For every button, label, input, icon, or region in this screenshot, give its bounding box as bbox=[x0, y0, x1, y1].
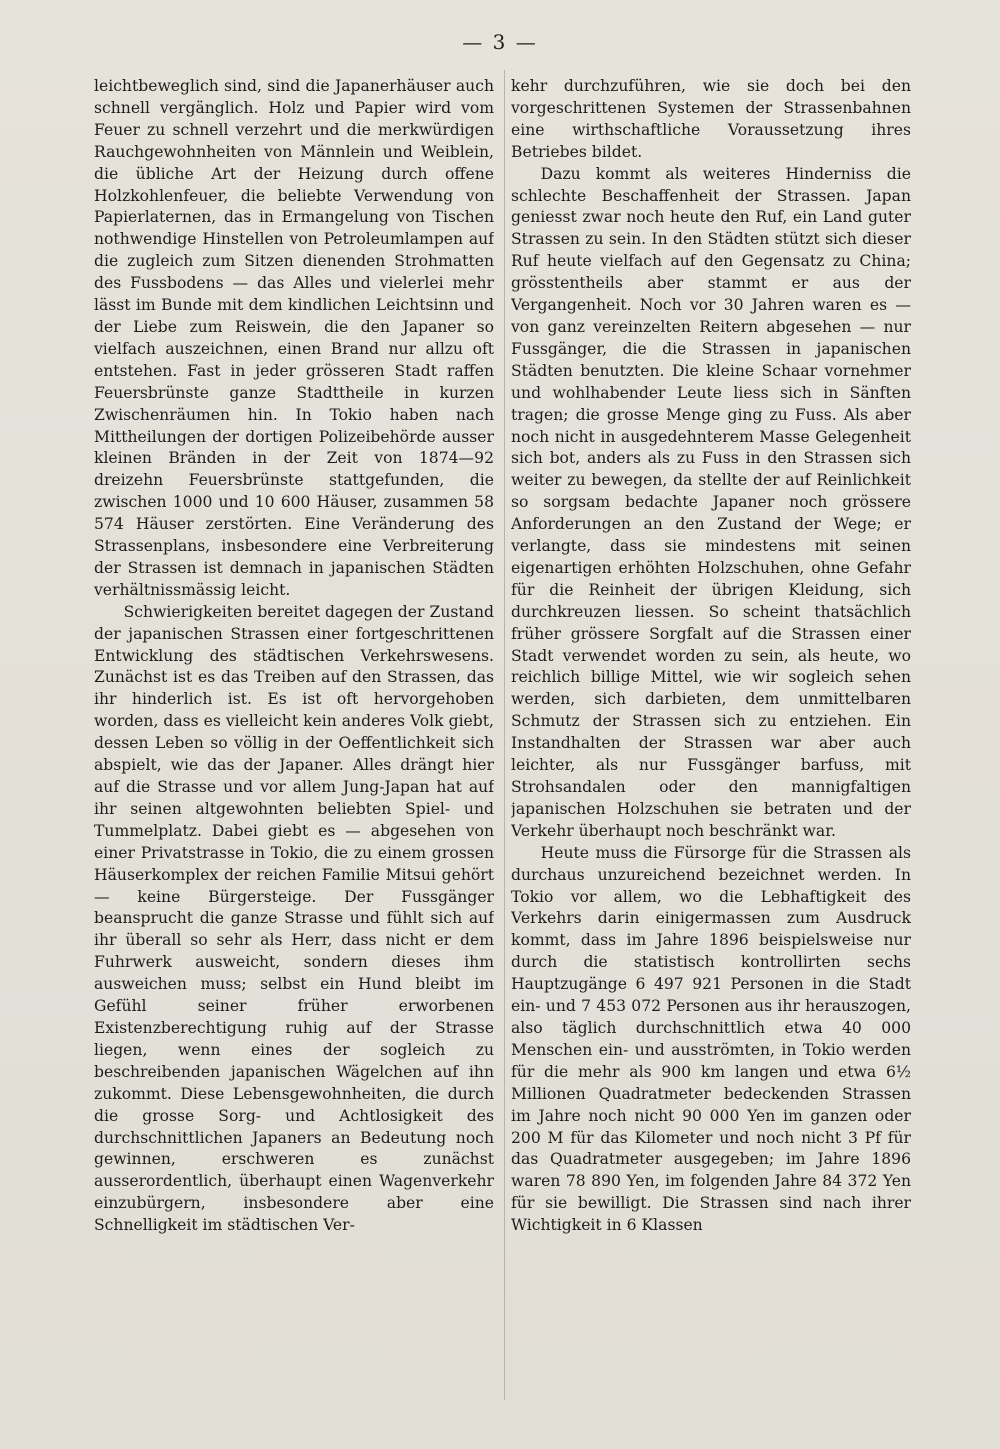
paragraph: Heute muss die Fürsorge für die Strassen als durchaus unzureichend bezeichnet werden. In Tokio vor allem, wo die Lebhaftigkeit des Verkehrs darin einigermassen zum Ausdruck kommt, dass im Jahre 1896 beispielsweise nur durch die statistisch kontrollirten sechs Hauptzugänge 6 497 921 Personen in die Stadt ein- und 7 453 072 Personen aus ihr herauszogen, also täglich durchschnittlich etwa 40 000 Menschen ein- und ausströmten, in Tokio werden für die mehr als 900 km langen und etwa 6½ Millionen Quadratmeter bedeckenden Strassen im Jahre noch nicht 90 000 Yen im ganzen oder 200 M für das Kilometer und noch nicht 3 Pf für das Quadratmeter ausgegeben; im Jahre 1896 waren 78 890 Yen, im folgenden Jahre 84 372 Yen für sie bewilligt. Die Strassen sind nach ihrer Wichtigkeit in 6 Klassen bbox=[511, 843, 911, 1235]
paragraph: Dazu kommt als weiteres Hinderniss die schlechte Beschaffenheit der Strassen. Japan geniesst zwar noch heute den Ruf, ein Land guter Strassen zu sein. In den Städten stützt sich dieser Ruf heute vielfach auf den Gegensatz zu China; grösstentheils aber stammt er aus der Vergangenheit. Noch vor 30 Jahren waren es — von ganz vereinzelten Reitern abgesehen — nur Fussgänger, die die Strassen in japanischen Städten benutzten. Die kleine Schaar vornehmer und wohlhabender Leute liess sich in Sänften tragen; die grosse Menge ging zu Fuss. Als aber noch nicht in ausgedehnterem Masse Gelegenheit sich bot, anders als zu Fuss in den Strassen sich weiter zu bewegen, da stellte der auf Reinlichkeit so sorgsam bedachte Japaner noch grössere Anforderungen an den Zustand der Wege; er verlangte, dass sie mindestens mit seinen eigenartigen erhöhten Holzschuhen, ohne Gefahr für die Reinheit der übrigen Kleidung, sich durchkreuzen liessen. So scheint thatsächlich früher grössere Sorgfalt auf die Strassen einer Stadt verwendet worden zu sein, als heute, wo reichlich billige Mittel, wie wir sogleich sehen werden, sich darbieten, dem unmittelbaren Schmutz der Strassen sich zu entziehen. Ein Instandhalten der Strassen war aber auch leichter, als nur Fussgänger barfuss, mit Strohsandalen oder den mannigfaltigen japanischen Holzschuhen sie betraten und der Verkehr überhaupt noch beschränkt war. bbox=[511, 164, 911, 840]
right-column bbox=[511, 76, 911, 1406]
page-number: — 3 — bbox=[462, 30, 538, 54]
paragraph: Schwierigkeiten bereitet dagegen der Zustand der japanischen Strassen einer fortgeschrittenen Entwicklung des städtischen Verkehrswesens. Zunächst ist es das Treiben auf den Strassen, das ihr hinderlich ist. Es ist oft hervorgehoben worden, dass es vielleicht kein anderes Volk giebt, dessen Leben so völlig in der Oeffentlichkeit sich abspielt, wie das der Japaner. Alles drängt hier auf die Strasse und vor allem Jung-Japan hat auf ihr seinen altgewohnten beliebten Spiel- und Tummelplatz. Dabei giebt es — abgesehen von einer Privatstrasse in Tokio, die zu einem grossen Häuserkomplex der reichen Familie Mitsui gehört — keine Bürgersteige. Der Fussgänger beansprucht die ganze Strasse und fühlt sich auf ihr überall so sehr als Herr, dass nicht er dem Fuhrwerk ausweicht, sondern dieses ihm ausweichen muss; selbst ein Hund bleibt im Gefühl seiner früher erworbenen Existenzberechtigung ruhig auf der Strasse liegen, wenn eines der sogleich zu beschreibenden japanischen Wägelchen auf ihn zukommt. Diese Lebensgewohnheiten, die durch die grosse Sorg- und Achtlosigkeit des durchschnittlichen Japaners an Bedeutung noch gewinnen, erschweren es zunächst ausserordentlich, überhaupt einen Wagenverkehr einzubürgern, insbesondere aber eine Schnelligkeit im städtischen Ver- bbox=[94, 602, 494, 1235]
column-divider bbox=[504, 70, 505, 1400]
paragraph: kehr durchzuführen, wie sie doch bei den vorgeschrittenen Systemen der Strassenbahnen eine wirthschaftliche Voraussetzung ihres Betriebes bildet. bbox=[511, 77, 911, 161]
left-column bbox=[94, 76, 494, 1406]
paragraph: leichtbeweglich sind, sind die Japanerhäuser auch schnell vergänglich. Holz und Papier wird vom Feuer zu schnell verzehrt und die merkwürdigen Rauchgewohnheiten von Männlein und Weiblein, die übliche Art der Heizung durch offene Holzkohlenfeuer, die beliebte Verwendung von Papierlaternen, das in Ermangelung von Tischen nothwendige Hinstellen von Petroleumlampen auf die zugleich zum Sitzen dienenden Strohmatten des Fussbodens — das Alles und vielerlei mehr lässt im Bunde mit dem kindlichen Leichtsinn und der Liebe zum Reiswein, die den Japaner so vielfach auszeichnen, einen Brand nur allzu oft entstehen. Fast in jeder grösseren Stadt raffen Feuersbrünste ganze Stadttheile in kurzen Zwischenräumen hin. In Tokio haben nach Mittheilungen der dortigen Polizeibehörde ausser kleinen Bränden in der Zeit von 1874—92 dreizehn Feuersbrünste stattgefunden, die zwischen 1000 und 10 600 Häuser, zusammen 58 574 Häuser zerstörten. Eine Veränderung des Strassenplans, insbesondere eine Verbreiterung der Strassen ist demnach in japanischen Städten verhältnissmässig leicht. bbox=[94, 77, 494, 599]
